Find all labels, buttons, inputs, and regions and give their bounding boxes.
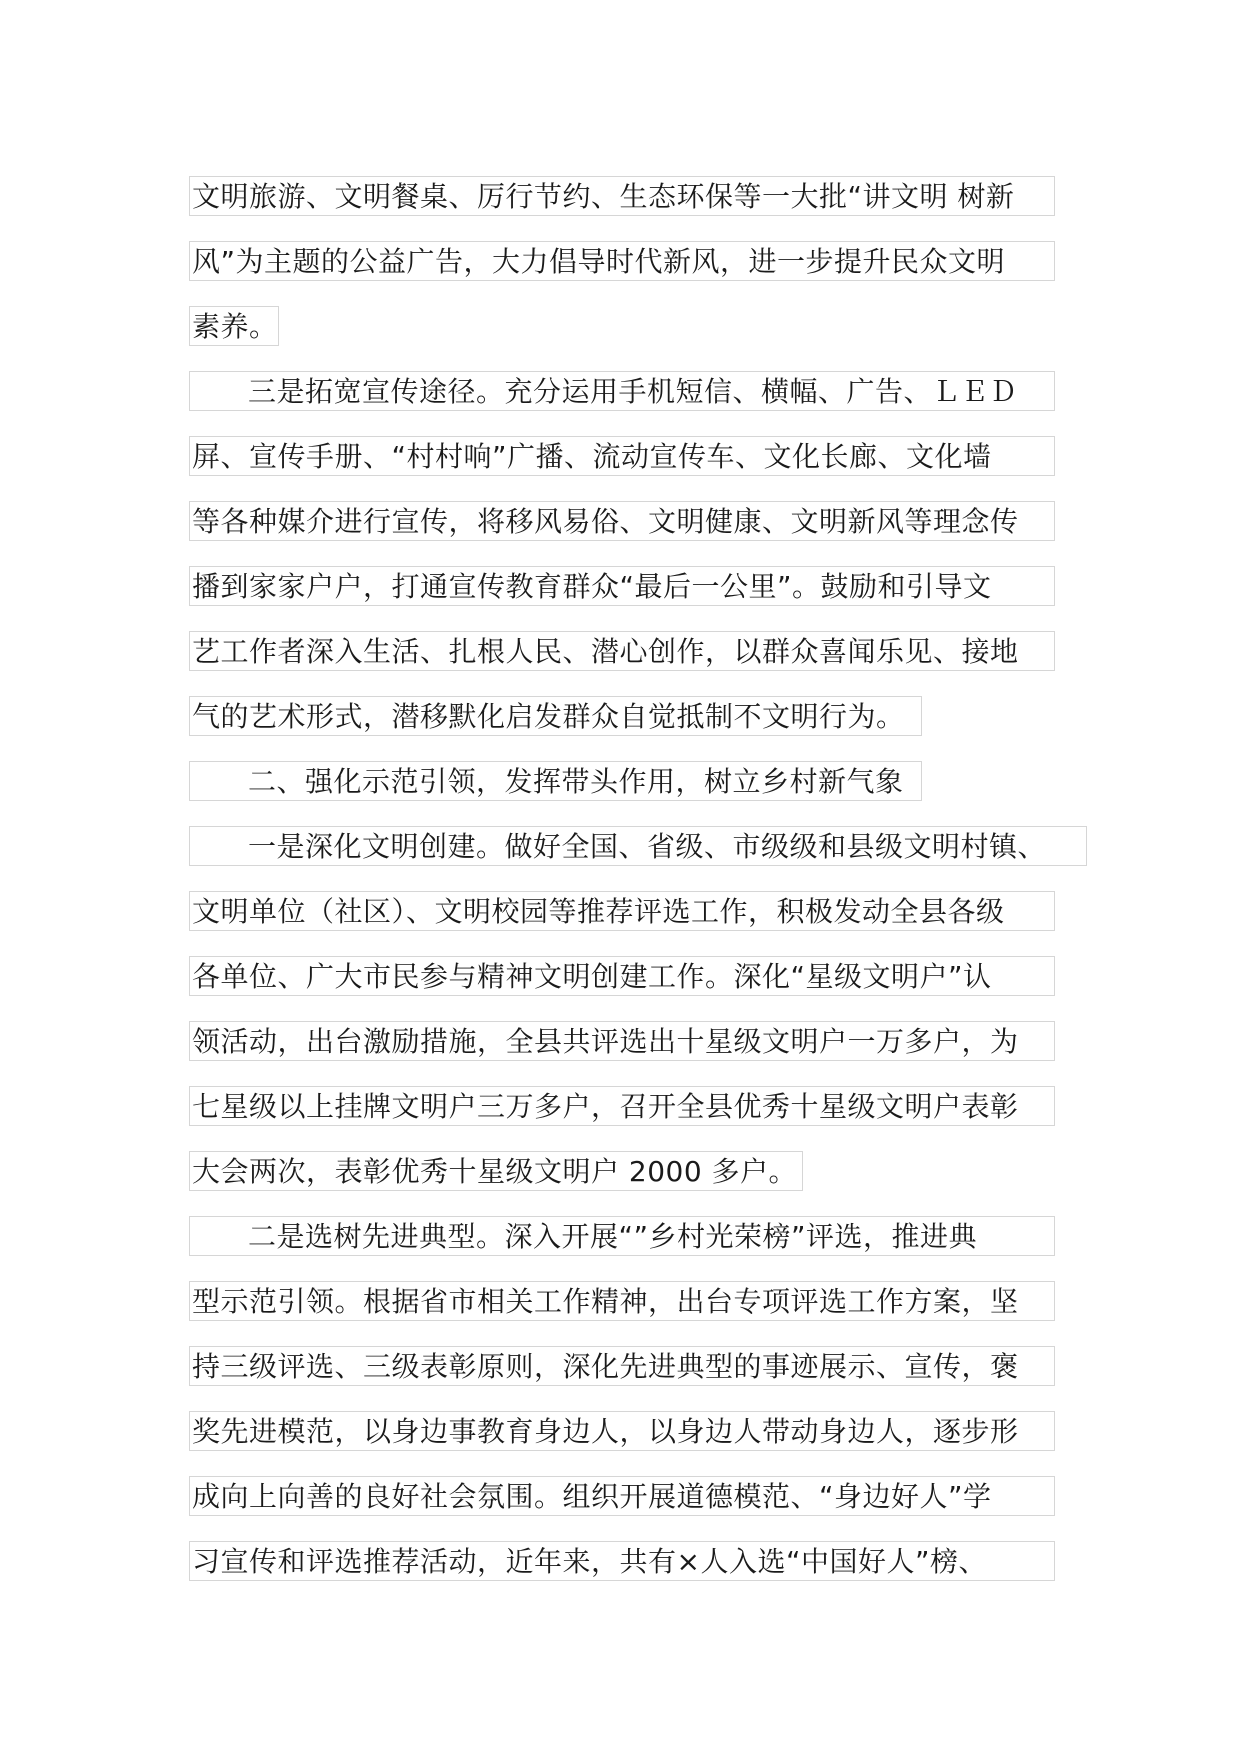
- text-line: 习宣传和评选推荐活动，近年来，共有×人入选“中国好人”榜、: [189, 1541, 1055, 1581]
- paragraph-start-line: 三是拓宽宣传途径。充分运用手机短信、横幅、广告、ＬＥＤ: [189, 371, 1055, 411]
- text-line: 等各种媒介进行宣传，将移风易俗、文明健康、文明新风等理念传: [189, 501, 1055, 541]
- text-line: 型示范引领。根据省市相关工作精神，出台专项评选工作方案，坚: [189, 1281, 1055, 1321]
- text-line: 播到家家户户，打通宣传教育群众“最后一公里”。鼓励和引导文: [189, 566, 1055, 606]
- text-line: 持三级评选、三级表彰原则，深化先进典型的事迹展示、宣传，褒: [189, 1346, 1055, 1386]
- section-heading: 二、强化示范引领，发挥带头作用，树立乡村新气象: [189, 761, 922, 801]
- text-line: 文明旅游、文明餐桌、厉行节约、生态环保等一大批“讲文明 树新: [189, 176, 1055, 216]
- text-line: 各单位、广大市民参与精神文明创建工作。深化“星级文明户”认: [189, 956, 1055, 996]
- text-line: 风”为主题的公益广告，大力倡导时代新风，进一步提升民众文明: [189, 241, 1055, 281]
- text-line: 气的艺术形式，潜移默化启发群众自觉抵制不文明行为。: [189, 696, 922, 736]
- text-line: 七星级以上挂牌文明户三万多户，召开全县优秀十星级文明户表彰: [189, 1086, 1055, 1126]
- text-line: 素养。: [189, 306, 279, 346]
- text-line: 成向上向善的良好社会氛围。组织开展道德模范、“身边好人”学: [189, 1476, 1055, 1516]
- paragraph-start-line: 一是深化文明创建。做好全国、省级、市级级和县级文明村镇、: [189, 826, 1087, 866]
- text-line: 艺工作者深入生活、扎根人民、潜心创作，以群众喜闻乐见、接地: [189, 631, 1055, 671]
- text-line: 大会两次，表彰优秀十星级文明户 2000 多户。: [189, 1151, 803, 1191]
- paragraph-start-line: 二是选树先进典型。深入开展“”乡村光荣榜”评选，推进典: [189, 1216, 1055, 1256]
- text-line: 奖先进模范，以身边事教育身边人，以身边人带动身边人，逐步形: [189, 1411, 1055, 1451]
- text-line: 屏、宣传手册、“村村响”广播、流动宣传车、文化长廊、文化墙: [189, 436, 1055, 476]
- text-line: 文明单位（社区）、文明校园等推荐评选工作，积极发动全县各级: [189, 891, 1055, 931]
- text-line: 领活动，出台激励措施，全县共评选出十星级文明户一万多户，为: [189, 1021, 1055, 1061]
